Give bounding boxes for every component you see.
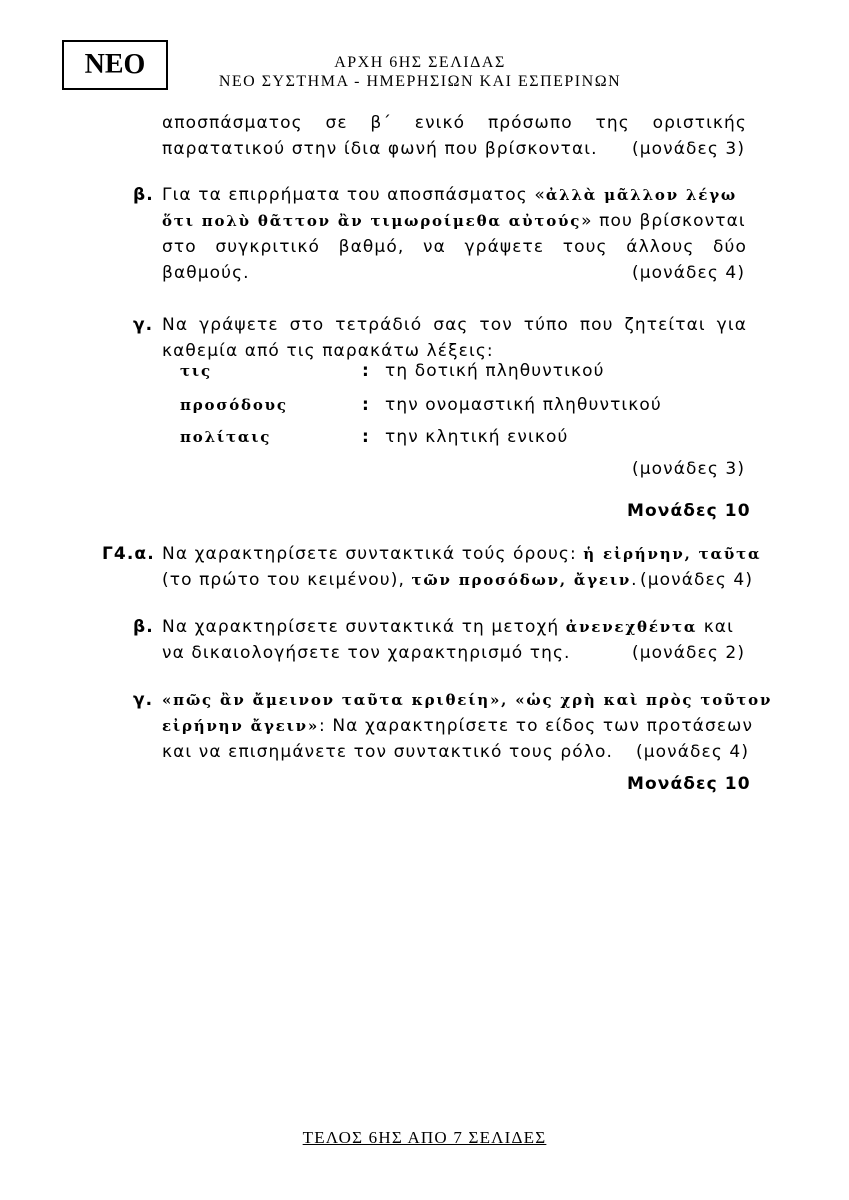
q3c-item-word: τις xyxy=(180,362,212,380)
q3b-marks: (μονάδες 4) xyxy=(632,263,746,283)
page-header-line1: ΑΡΧΗ 6ΗΣ ΣΕΛΙΔΑΣ xyxy=(334,54,506,71)
q4a-line2-text: (το πρώτο του κειμένου), xyxy=(162,570,412,590)
q4a-line2 xyxy=(162,567,638,593)
q4c-line2 xyxy=(162,713,753,739)
q4b-line1-end: και xyxy=(697,617,734,637)
q3c-item-separator: : xyxy=(362,395,370,415)
q3c-item-form: την κλητική ενικού xyxy=(385,427,569,447)
q4c-line3: και να επισημάνετε τον συντακτικό τους ρόλο. xyxy=(162,742,613,762)
q4b-marks: (μονάδες 2) xyxy=(632,643,746,663)
q4a-line1 xyxy=(162,541,761,567)
q4a-line2-period: . xyxy=(631,570,638,590)
q3b-line1-text: Για τα επιρρήματα του αποσπάσματος « xyxy=(162,185,546,205)
q3c-item-separator: : xyxy=(362,427,370,447)
q3b-line4: βαθμούς. xyxy=(162,263,250,283)
q3b-line2-text: » που βρίσκονται xyxy=(581,211,746,231)
q3c-marks: (μονάδες 3) xyxy=(632,459,746,479)
q3c-item-form: την ονομαστική πληθυντικού xyxy=(385,395,662,415)
q3c-item-word: πολίταις xyxy=(180,428,272,446)
q3c-item-separator: : xyxy=(362,361,370,381)
q4c-label: γ. xyxy=(133,690,154,710)
page-header-line2: ΝΕΟ ΣΥΣΤΗΜΑ - ΗΜΕΡΗΣΙΩΝ ΚΑΙ ΕΣΠΕΡΙΝΩΝ xyxy=(218,73,622,90)
intro-line2: παρατατικού στην ίδια φωνή που βρίσκονται. xyxy=(162,139,598,159)
q4c-line2-text: : Να χαρακτηρίσετε το είδος των προτάσεων xyxy=(319,716,754,736)
q4a-terms-1: ἡ εἰρήνην, ταῦτα xyxy=(583,545,762,563)
q4c-quote-part1: «πῶς ἂν ἄμεινον ταῦτα κριθείη», «ὡς χρὴ καὶ πρὸς τοῦτον xyxy=(162,691,773,709)
q3c-label: γ. xyxy=(133,315,154,335)
q4a-line1-text: Να χαρακτηρίσετε συντακτικά τούς όρους: xyxy=(162,544,584,564)
q3c-line2: καθεμία από τις παρακάτω λέξεις: xyxy=(162,341,494,361)
q4b-line1 xyxy=(162,614,734,640)
q4c-line1 xyxy=(162,687,772,713)
intro-marks: (μονάδες 3) xyxy=(632,139,746,159)
q3c-item-word: προσόδους xyxy=(180,396,288,414)
q4b-participle: ἀνενεχθέντα xyxy=(565,618,698,636)
q4a-marks: (μονάδες 4) xyxy=(640,570,754,590)
neo-badge: ΝΕΟ xyxy=(62,40,168,90)
q4a-label: Γ4.α. xyxy=(102,544,155,564)
q3c-item-form: τη δοτική πληθυντικού xyxy=(385,361,605,381)
q4c-marks: (μονάδες 4) xyxy=(636,742,750,762)
q3b-quote-part2: ὅτι πολὺ θᾶττον ἂν τιμωροίμεθα αὐτούς xyxy=(162,212,582,230)
q3b-quote-part1: ἀλλὰ μᾶλλον λέγω xyxy=(545,186,737,204)
q3b-label: β. xyxy=(133,185,154,205)
q4b-label: β. xyxy=(133,617,154,637)
q4a-terms-2: τῶν προσόδων, ἄγειν xyxy=(411,571,632,589)
intro-line1: αποσπάσματος σε β΄ ενικό πρόσωπο της οριστικής xyxy=(162,113,747,133)
q4c-quote-part2: εἰρήνην ἄγειν» xyxy=(162,717,320,735)
q3b-line1 xyxy=(162,182,737,208)
q3b-line2 xyxy=(162,208,746,234)
total-marks-2: Μονάδες 10 xyxy=(627,774,751,794)
q4b-line2: να δικαιολογήσετε τον χαρακτηρισμό της. xyxy=(162,643,571,663)
q3b-line3: στο συγκριτικό βαθμό, να γράψετε τους άλλους δύο xyxy=(162,237,747,257)
page-footer: ΤΕΛΟΣ 6ΗΣ ΑΠΟ 7 ΣΕΛΙΔΕΣ xyxy=(302,1128,547,1147)
q4b-line1-text: Να χαρακτηρίσετε συντακτικά τη μετοχή xyxy=(162,617,566,637)
total-marks-1: Μονάδες 10 xyxy=(627,501,751,521)
q3c-line1: Να γράψετε στο τετράδιό σας τον τύπο που ζητείται για xyxy=(162,315,747,335)
